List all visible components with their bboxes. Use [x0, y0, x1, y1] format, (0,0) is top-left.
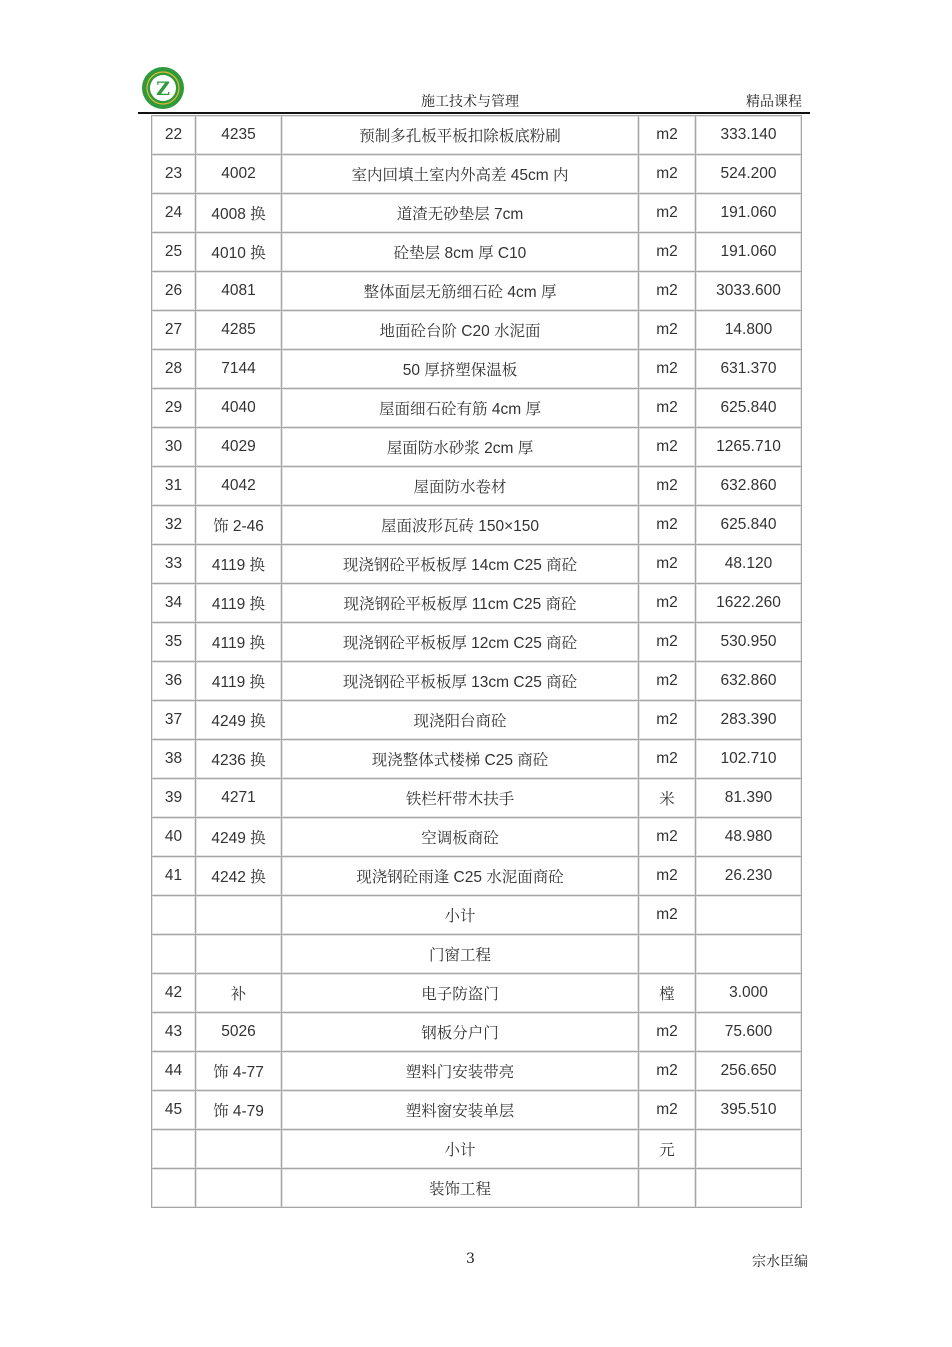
code-cell: 饰 4-77	[196, 1052, 282, 1091]
row-number-cell: 32	[152, 506, 196, 545]
row-number-cell: 23	[152, 155, 196, 194]
unit-cell: m2	[639, 428, 696, 467]
table-row	[152, 233, 802, 272]
row-number-cell	[152, 896, 196, 935]
quantity-table	[151, 115, 802, 1208]
row-number-cell: 39	[152, 779, 196, 818]
code-cell: 4029	[196, 428, 282, 467]
row-number-cell: 26	[152, 272, 196, 311]
table-row	[152, 389, 802, 428]
item-name-cell: 门窗工程	[282, 935, 639, 974]
item-name-cell: 室内回填土室内外高差 45cm 内	[282, 155, 639, 194]
unit-cell: m2	[639, 506, 696, 545]
item-name-cell: 整体面层无筋细石砼 4cm 厚	[282, 272, 639, 311]
code-cell: 饰 4-79	[196, 1091, 282, 1130]
table-row	[152, 545, 802, 584]
unit-cell: m2	[639, 1052, 696, 1091]
code-cell: 4235	[196, 116, 282, 155]
unit-cell: m2	[639, 623, 696, 662]
table-row	[152, 194, 802, 233]
unit-cell: m2	[639, 818, 696, 857]
table-row	[152, 155, 802, 194]
quantity-cell	[696, 1130, 802, 1169]
header-title: 施工技术与管理	[421, 94, 519, 110]
item-name-cell: 预制多孔板平板扣除板底粉刷	[282, 116, 639, 155]
item-name-cell: 现浇钢砼平板板厚 12cm C25 商砼	[282, 623, 639, 662]
code-cell: 4285	[196, 311, 282, 350]
item-name-cell: 装饰工程	[282, 1169, 639, 1208]
unit-cell: m2	[639, 584, 696, 623]
row-number-cell	[152, 1130, 196, 1169]
code-cell: 4040	[196, 389, 282, 428]
row-number-cell: 24	[152, 194, 196, 233]
quantity-cell: 283.390	[696, 701, 802, 740]
item-name-cell: 钢板分户门	[282, 1013, 639, 1052]
table-row	[152, 1091, 802, 1130]
table-row	[152, 1169, 802, 1208]
code-cell: 4119 换	[196, 545, 282, 584]
unit-cell: m2	[639, 389, 696, 428]
unit-cell: m2	[639, 311, 696, 350]
unit-cell: m2	[639, 116, 696, 155]
code-cell: 4010 换	[196, 233, 282, 272]
table-row	[152, 935, 802, 974]
unit-cell	[639, 1169, 696, 1208]
unit-cell: m2	[639, 194, 696, 233]
table-row	[152, 311, 802, 350]
code-cell: 4242 换	[196, 857, 282, 896]
unit-cell: m2	[639, 233, 696, 272]
row-number-cell: 45	[152, 1091, 196, 1130]
row-number-cell: 44	[152, 1052, 196, 1091]
code-cell: 4249 换	[196, 818, 282, 857]
unit-cell: m2	[639, 857, 696, 896]
row-number-cell: 34	[152, 584, 196, 623]
row-number-cell: 29	[152, 389, 196, 428]
table-row	[152, 272, 802, 311]
row-number-cell: 27	[152, 311, 196, 350]
quantity-cell: 191.060	[696, 233, 802, 272]
item-name-cell: 小计	[282, 1130, 639, 1169]
row-number-cell: 42	[152, 974, 196, 1013]
quantity-cell: 1265.710	[696, 428, 802, 467]
item-name-cell: 现浇钢砼平板板厚 14cm C25 商砼	[282, 545, 639, 584]
quantity-table-body	[152, 116, 802, 1208]
item-name-cell: 空调板商砼	[282, 818, 639, 857]
table-row	[152, 779, 802, 818]
unit-cell: 樘	[639, 974, 696, 1013]
item-name-cell: 道渣无砂垫层 7cm	[282, 194, 639, 233]
item-name-cell: 小计	[282, 896, 639, 935]
unit-cell: 米	[639, 779, 696, 818]
quantity-cell: 1622.260	[696, 584, 802, 623]
quantity-cell: 75.600	[696, 1013, 802, 1052]
row-number-cell: 38	[152, 740, 196, 779]
quantity-cell: 395.510	[696, 1091, 802, 1130]
quantity-cell: 191.060	[696, 194, 802, 233]
row-number-cell: 36	[152, 662, 196, 701]
code-cell: 补	[196, 974, 282, 1013]
table-row	[152, 1130, 802, 1169]
item-name-cell: 现浇钢砼平板板厚 13cm C25 商砼	[282, 662, 639, 701]
quantity-cell: 81.390	[696, 779, 802, 818]
quantity-cell: 625.840	[696, 389, 802, 428]
quantity-cell	[696, 896, 802, 935]
quantity-cell: 625.840	[696, 506, 802, 545]
unit-cell: m2	[639, 350, 696, 389]
quantity-cell: 632.860	[696, 467, 802, 506]
code-cell	[196, 1169, 282, 1208]
item-name-cell: 塑料门安装带亮	[282, 1052, 639, 1091]
item-name-cell: 现浇阳台商砼	[282, 701, 639, 740]
code-cell	[196, 1130, 282, 1169]
row-number-cell	[152, 1169, 196, 1208]
quantity-cell: 333.140	[696, 116, 802, 155]
item-name-cell: 屋面波形瓦砖 150×150	[282, 506, 639, 545]
row-number-cell: 31	[152, 467, 196, 506]
item-name-cell: 50 厚挤塑保温板	[282, 350, 639, 389]
row-number-cell: 40	[152, 818, 196, 857]
quantity-cell: 26.230	[696, 857, 802, 896]
code-cell: 4081	[196, 272, 282, 311]
code-cell: 4119 换	[196, 623, 282, 662]
unit-cell: m2	[639, 272, 696, 311]
unit-cell	[639, 935, 696, 974]
row-number-cell: 43	[152, 1013, 196, 1052]
table-row	[152, 662, 802, 701]
table-row	[152, 974, 802, 1013]
row-number-cell: 25	[152, 233, 196, 272]
row-number-cell: 30	[152, 428, 196, 467]
quantity-cell: 256.650	[696, 1052, 802, 1091]
quantity-cell: 530.950	[696, 623, 802, 662]
code-cell: 4271	[196, 779, 282, 818]
table-row	[152, 701, 802, 740]
unit-cell: m2	[639, 662, 696, 701]
item-name-cell: 现浇钢砼平板板厚 11cm C25 商砼	[282, 584, 639, 623]
code-cell: 4008 换	[196, 194, 282, 233]
quantity-cell: 3033.600	[696, 272, 802, 311]
row-number-cell	[152, 935, 196, 974]
table-row	[152, 818, 802, 857]
item-name-cell: 屋面细石砼有筋 4cm 厚	[282, 389, 639, 428]
code-cell: 4119 换	[196, 662, 282, 701]
quantity-cell: 48.980	[696, 818, 802, 857]
item-name-cell: 地面砼台阶 C20 水泥面	[282, 311, 639, 350]
emblem-icon	[141, 66, 185, 110]
row-number-cell: 41	[152, 857, 196, 896]
table-row	[152, 428, 802, 467]
quantity-cell: 632.860	[696, 662, 802, 701]
item-name-cell: 现浇钢砼雨逢 C25 水泥面商砼	[282, 857, 639, 896]
row-number-cell: 28	[152, 350, 196, 389]
table-row	[152, 350, 802, 389]
unit-cell: m2	[639, 467, 696, 506]
table-row	[152, 740, 802, 779]
table-row	[152, 467, 802, 506]
row-number-cell: 33	[152, 545, 196, 584]
row-number-cell: 35	[152, 623, 196, 662]
table-row	[152, 584, 802, 623]
row-number-cell: 37	[152, 701, 196, 740]
table-row	[152, 857, 802, 896]
item-name-cell: 塑料窗安装单层	[282, 1091, 639, 1130]
unit-cell: m2	[639, 545, 696, 584]
code-cell	[196, 896, 282, 935]
unit-cell: m2	[639, 155, 696, 194]
unit-cell: m2	[639, 1013, 696, 1052]
header-right-label: 精品课程	[746, 94, 802, 110]
item-name-cell: 现浇整体式楼梯 C25 商砼	[282, 740, 639, 779]
item-name-cell: 屋面防水砂浆 2cm 厚	[282, 428, 639, 467]
code-cell: 饰 2-46	[196, 506, 282, 545]
table-row	[152, 1013, 802, 1052]
header-divider	[138, 112, 810, 114]
quantity-cell: 524.200	[696, 155, 802, 194]
row-number-cell: 22	[152, 116, 196, 155]
emblem-letter: Z	[156, 78, 170, 100]
table-row	[152, 623, 802, 662]
table-row	[152, 1052, 802, 1091]
table-row	[152, 506, 802, 545]
quantity-cell: 48.120	[696, 545, 802, 584]
unit-cell: 元	[639, 1130, 696, 1169]
unit-cell: m2	[639, 896, 696, 935]
quantity-cell: 631.370	[696, 350, 802, 389]
table-row	[152, 896, 802, 935]
code-cell: 4002	[196, 155, 282, 194]
quantity-cell: 3.000	[696, 974, 802, 1013]
code-cell: 7144	[196, 350, 282, 389]
quantity-cell	[696, 935, 802, 974]
item-name-cell: 铁栏杆带木扶手	[282, 779, 639, 818]
item-name-cell: 电子防盗门	[282, 974, 639, 1013]
unit-cell: m2	[639, 1091, 696, 1130]
quantity-cell	[696, 1169, 802, 1208]
item-name-cell: 砼垫层 8cm 厚 C10	[282, 233, 639, 272]
item-name-cell: 屋面防水卷材	[282, 467, 639, 506]
code-cell	[196, 935, 282, 974]
code-cell: 4249 换	[196, 701, 282, 740]
unit-cell: m2	[639, 701, 696, 740]
school-emblem-logo	[141, 66, 185, 110]
code-cell: 4236 换	[196, 740, 282, 779]
code-cell: 4042	[196, 467, 282, 506]
table-row	[152, 116, 802, 155]
unit-cell: m2	[639, 740, 696, 779]
page-number: 3	[466, 1251, 475, 1267]
quantity-cell: 102.710	[696, 740, 802, 779]
code-cell: 5026	[196, 1013, 282, 1052]
footer-author: 宗水臣编	[752, 1254, 808, 1270]
code-cell: 4119 换	[196, 584, 282, 623]
quantity-cell: 14.800	[696, 311, 802, 350]
